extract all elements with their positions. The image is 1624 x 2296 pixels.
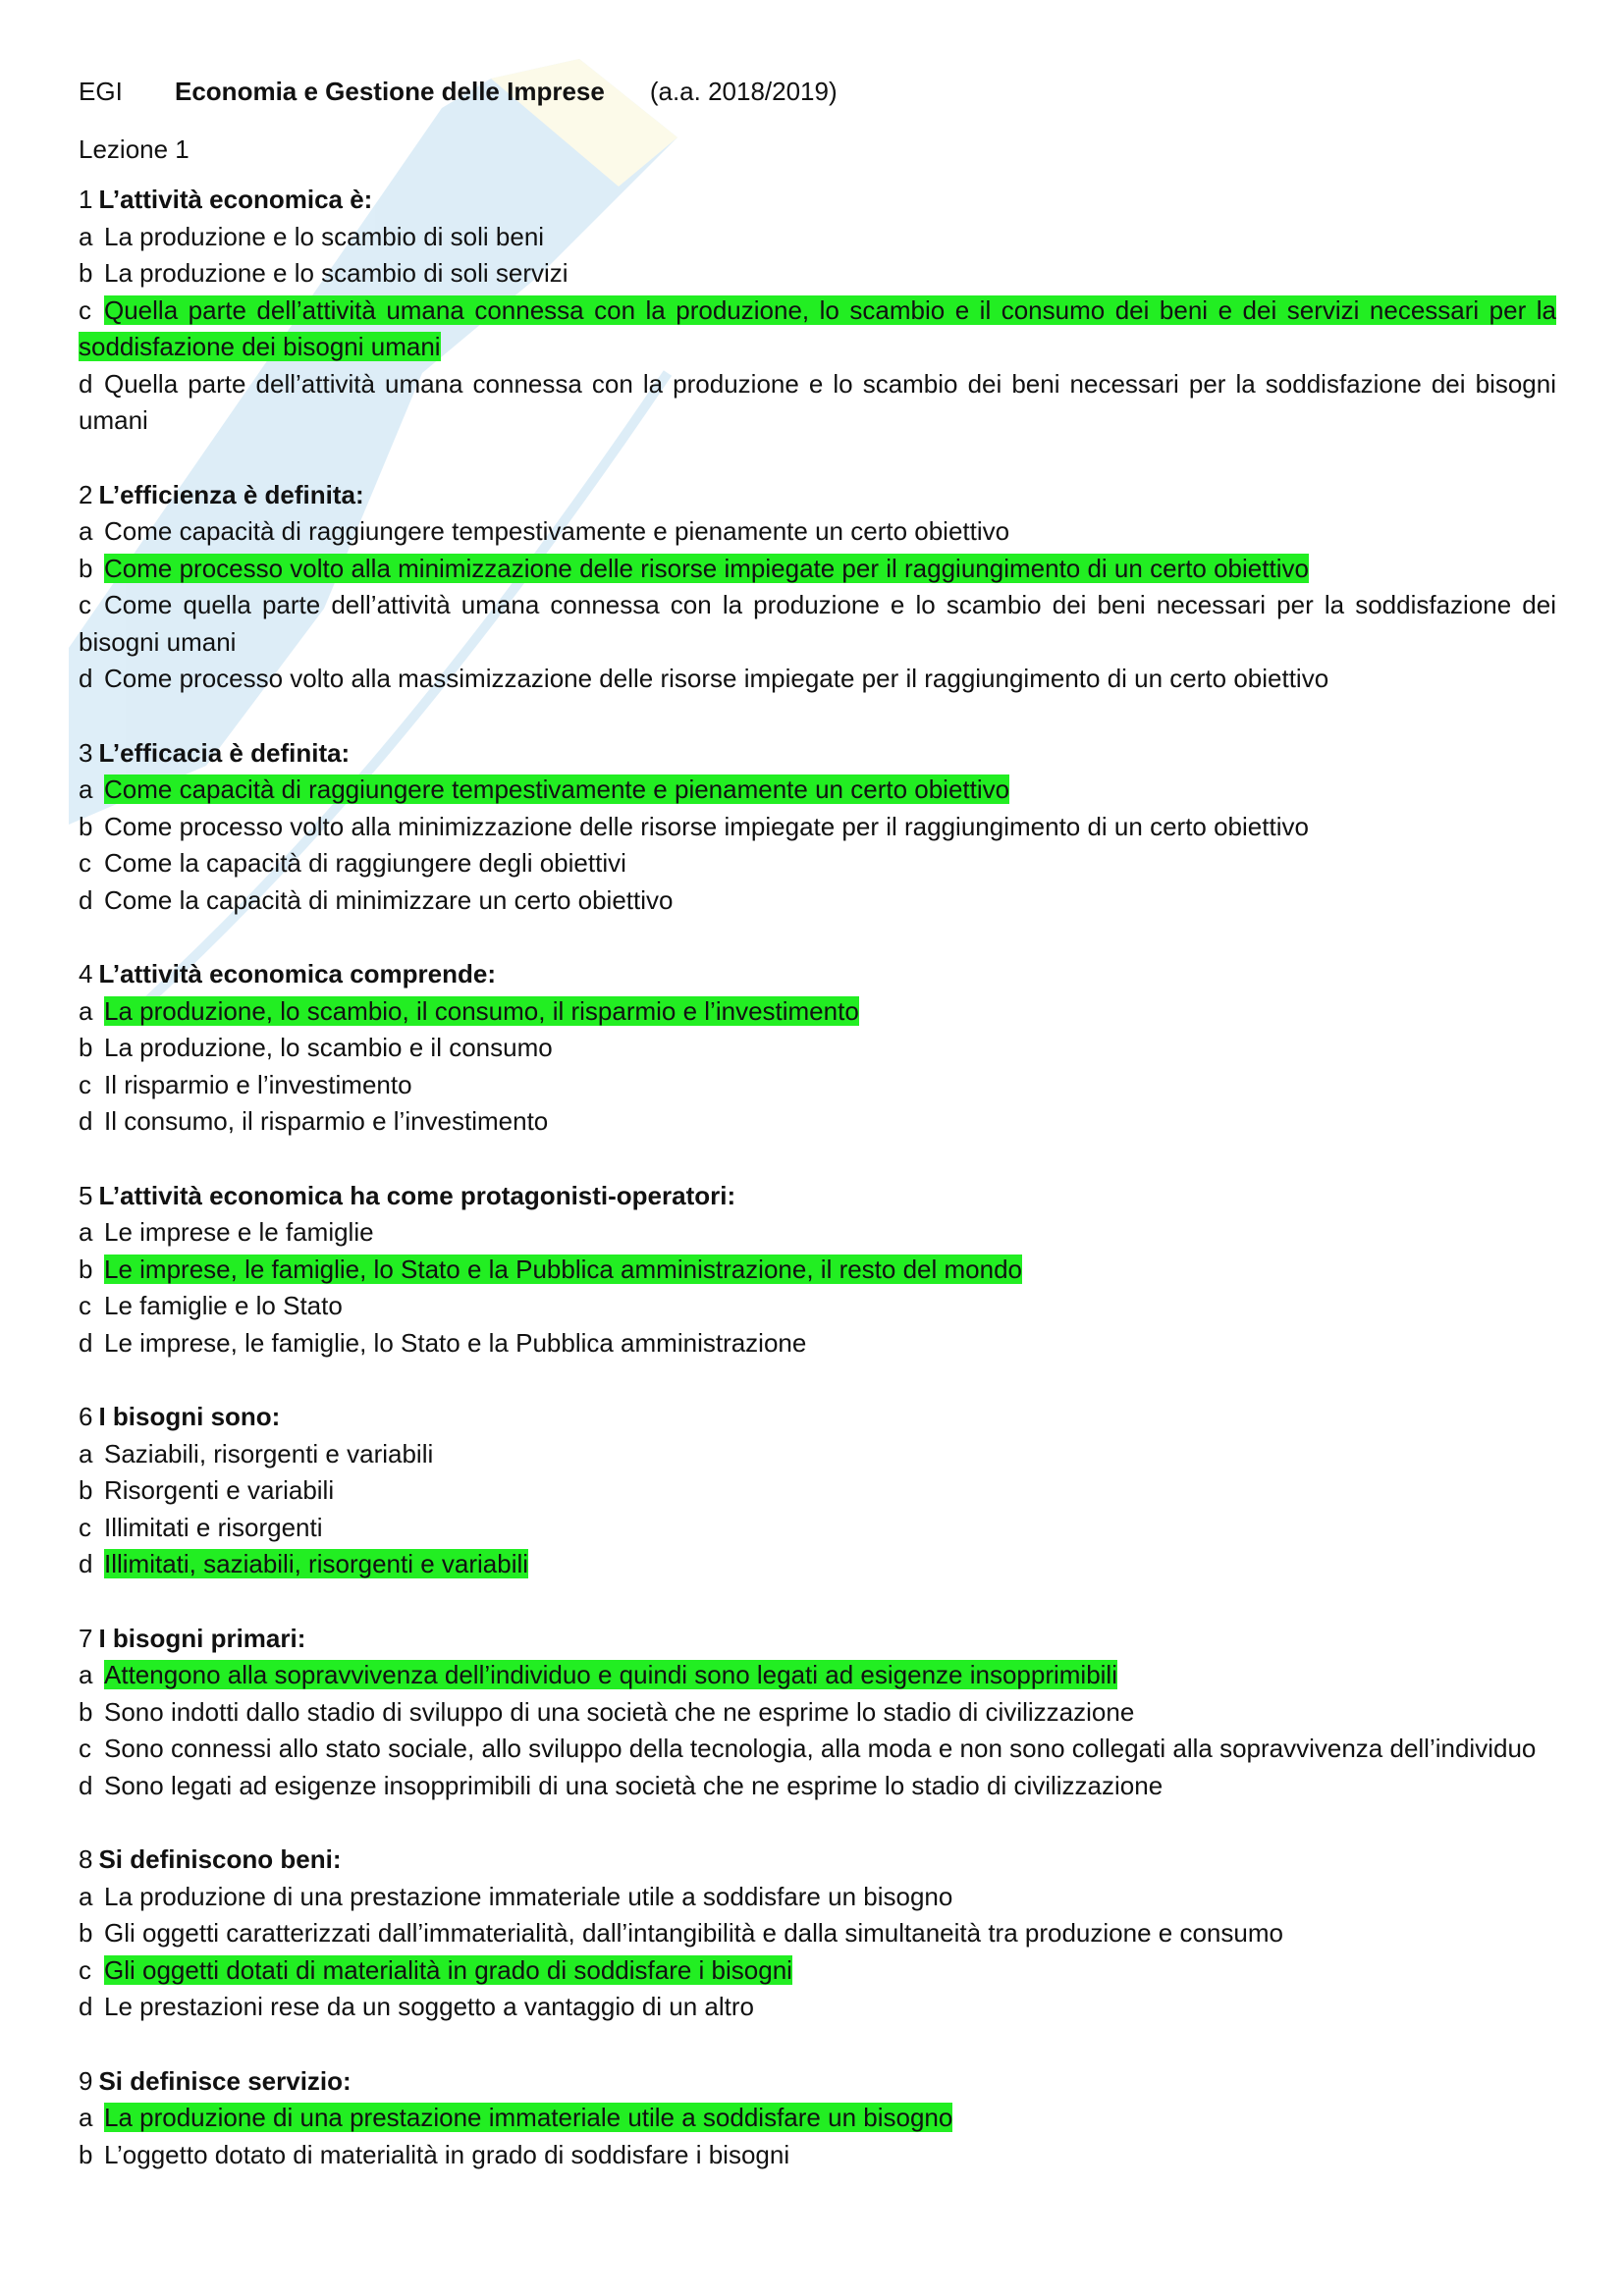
option-text: Quella parte dell’attività umana connessa con la produzione e lo scambio dei beni necessari per la soddisfazione dei bisogni umani — [79, 368, 1556, 435]
answer-option — [79, 1436, 1556, 1473]
option-letter: a — [79, 774, 93, 804]
question-block — [79, 1621, 1556, 1805]
question-block — [79, 735, 1556, 920]
question-title — [79, 182, 1556, 219]
answer-option — [79, 1989, 1556, 2026]
option-letter: c — [79, 294, 91, 325]
option-text: Le famiglie e lo Stato — [104, 1291, 343, 1320]
question-title — [79, 2063, 1556, 2101]
answer-option — [79, 1472, 1556, 1510]
correct-answer-text: Gli oggetti dotati di materialità in grado di soddisfare i bisogni — [104, 1954, 792, 1985]
answer-option — [79, 219, 1556, 256]
question-number: 4 — [79, 959, 93, 988]
option-text: Il risparmio e l’investimento — [104, 1069, 412, 1099]
answer-option — [79, 993, 1556, 1031]
option-letter: d — [79, 664, 93, 693]
option-letter: c — [79, 1291, 91, 1320]
option-text: Gli oggetti caratterizzati dall’immaterialità, dall’intangibilità e dalla simultaneità tra produzione e consumo — [104, 1918, 1283, 1948]
option-letter: c — [79, 1954, 91, 1985]
correct-answer-text: Quella parte dell’attività umana connessa con la produzione, lo scambio e il consumo dei beni e dei servizi necessari per la soddisfazione dei bisogni umani — [79, 294, 1556, 361]
question-title — [79, 477, 1556, 514]
question-title — [79, 1842, 1556, 1879]
question-text: L’efficienza è definita: — [98, 479, 364, 509]
option-letter: c — [79, 1069, 91, 1099]
question-title — [79, 1178, 1556, 1215]
answer-option — [79, 1325, 1556, 1362]
answer-option — [79, 661, 1556, 698]
question-number: 2 — [79, 479, 93, 509]
answer-option — [79, 1214, 1556, 1252]
question-text: I bisogni sono: — [98, 1402, 281, 1431]
question-text: L’efficacia è definita: — [98, 737, 351, 768]
answer-option — [79, 1731, 1556, 1768]
answer-option — [79, 1288, 1556, 1325]
option-letter: a — [79, 1660, 93, 1689]
question-number: 9 — [79, 2065, 93, 2096]
answer-option — [79, 1879, 1556, 1916]
option-letter: c — [79, 848, 91, 878]
correct-answer-text: Come processo volto alla minimizzazione delle risorse impiegate per il raggiungimento di un certo obiettivo — [104, 553, 1309, 583]
question-block — [79, 956, 1556, 1141]
option-letter: a — [79, 221, 93, 251]
option-letter: d — [79, 884, 93, 915]
option-text: La produzione e lo scambio di soli beni — [104, 221, 545, 251]
option-letter: d — [79, 1770, 93, 1800]
answer-option — [79, 1510, 1556, 1547]
answer-option — [79, 1252, 1556, 1289]
answer-option — [79, 1067, 1556, 1104]
question-title — [79, 1621, 1556, 1658]
course-title: Economia e Gestione delle Imprese — [175, 77, 605, 106]
question-text: Si definiscono beni: — [98, 1844, 342, 1874]
option-text: Sono legati ad esigenze insopprimibili di una società che ne esprime lo stadio di civilizzazione — [104, 1770, 1164, 1800]
option-letter: d — [79, 1327, 93, 1358]
option-letter: d — [79, 1106, 93, 1136]
option-letter: c — [79, 590, 91, 619]
option-text: Come quella parte dell’attività umana connessa con la produzione e lo scambio dei beni necessari per la soddisfazione dei bisogni umani — [79, 590, 1556, 657]
option-text: Come la capacità di minimizzare un certo obiettivo — [104, 884, 674, 915]
question-block — [79, 182, 1556, 440]
option-text: Risorgenti e variabili — [104, 1475, 335, 1505]
document-page — [79, 77, 1556, 2173]
answer-option — [79, 2100, 1556, 2137]
correct-answer-text: Illimitati, saziabili, risorgenti e variabili — [104, 1549, 529, 1578]
question-list — [79, 182, 1556, 2173]
option-letter: b — [79, 1696, 93, 1727]
question-number: 3 — [79, 737, 93, 768]
answer-option — [79, 1103, 1556, 1141]
question-title — [79, 1399, 1556, 1436]
option-letter: d — [79, 1549, 93, 1578]
option-letter: a — [79, 1438, 93, 1468]
question-block — [79, 1842, 1556, 2026]
answer-option — [79, 845, 1556, 882]
answer-option — [79, 1030, 1556, 1067]
option-letter: a — [79, 1881, 93, 1911]
course-code: EGI — [79, 77, 123, 106]
option-letter: b — [79, 1475, 93, 1505]
option-letter: b — [79, 1254, 93, 1284]
correct-answer-text: Le imprese, le famiglie, lo Stato e la Pubblica amministrazione, il resto del mondo — [104, 1254, 1023, 1284]
option-letter: b — [79, 2139, 93, 2169]
option-text: Le prestazioni rese da un soggetto a vantaggio di un altro — [104, 1992, 755, 2021]
answer-option — [79, 587, 1556, 661]
option-letter: b — [79, 258, 93, 288]
answer-option — [79, 551, 1556, 588]
question-text: I bisogni primari: — [98, 1623, 306, 1653]
option-text: La produzione, lo scambio e il consumo — [104, 1033, 553, 1062]
answer-option — [79, 1546, 1556, 1583]
question-text: L’attività economica comprende: — [98, 959, 497, 988]
question-block — [79, 1399, 1556, 1583]
correct-answer-text: La produzione di una prestazione immateriale utile a soddisfare un bisogno — [104, 2103, 953, 2132]
question-number: 6 — [79, 1402, 93, 1431]
option-text: Sono indotti dallo stadio di sviluppo di una società che ne esprime lo stadio di civilizzazione — [104, 1696, 1135, 1727]
option-text: La produzione di una prestazione immateriale utile a soddisfare un bisogno — [104, 1881, 953, 1911]
question-title — [79, 956, 1556, 993]
correct-answer-text: Come capacità di raggiungere tempestivamente e pienamente un certo obiettivo — [104, 774, 1010, 804]
option-text: Sono connessi allo stato sociale, allo sviluppo della tecnologia, alla moda e non sono collegati alla sopravvivenza dell’individuo — [104, 1734, 1537, 1763]
option-text: Come processo volto alla massimizzazione delle risorse impiegate per il raggiungimento di un certo obiettivo — [104, 664, 1329, 693]
option-letter: a — [79, 1217, 93, 1247]
option-text: Le imprese, le famiglie, lo Stato e la Pubblica amministrazione — [104, 1327, 807, 1358]
answer-option — [79, 2137, 1556, 2174]
lesson-title: Lezione 1 — [79, 134, 189, 164]
question-number: 1 — [79, 185, 93, 214]
option-text: L’oggetto dotato di materialità in grado di soddisfare i bisogni — [104, 2139, 790, 2169]
question-text: Si definisce servizio: — [98, 2065, 352, 2096]
answer-option — [79, 809, 1556, 846]
answer-option — [79, 1952, 1556, 1990]
option-letter: b — [79, 1033, 93, 1062]
option-letter: b — [79, 1918, 93, 1948]
question-text: L’attività economica ha come protagonisti-operatori: — [98, 1180, 736, 1210]
question-number: 8 — [79, 1844, 93, 1874]
option-letter: d — [79, 368, 93, 399]
option-letter: c — [79, 1734, 91, 1763]
option-text: Illimitati e risorgenti — [104, 1512, 323, 1542]
option-letter: b — [79, 553, 93, 583]
question-block — [79, 477, 1556, 698]
option-text: Come la capacità di raggiungere degli obiettivi — [104, 848, 626, 878]
answer-option — [79, 1768, 1556, 1805]
option-text: Saziabili, risorgenti e variabili — [104, 1438, 434, 1468]
question-number: 7 — [79, 1623, 93, 1653]
option-text: Come capacità di raggiungere tempestivamente e pienamente un certo obiettivo — [104, 516, 1010, 546]
question-block — [79, 2063, 1556, 2174]
question-title — [79, 735, 1556, 773]
answer-option — [79, 366, 1556, 440]
question-number: 5 — [79, 1180, 93, 1210]
answer-option — [79, 1657, 1556, 1694]
option-text: Il consumo, il risparmio e l’investimento — [104, 1106, 549, 1136]
answer-option — [79, 255, 1556, 293]
correct-answer-text: Attengono alla sopravvivenza dell’individuo e quindi sono legati ad esigenze insopprimibili — [104, 1660, 1117, 1689]
option-letter: c — [79, 1512, 91, 1542]
option-letter: a — [79, 516, 93, 546]
answer-option — [79, 1694, 1556, 1732]
question-block — [79, 1178, 1556, 1362]
option-letter: d — [79, 1992, 93, 2021]
answer-option — [79, 772, 1556, 809]
answer-option — [79, 1915, 1556, 1952]
document-header — [79, 77, 1556, 120]
answer-option — [79, 882, 1556, 920]
option-text: Le imprese e le famiglie — [104, 1217, 374, 1247]
option-letter: b — [79, 811, 93, 841]
option-text: La produzione e lo scambio di soli servizi — [104, 258, 568, 288]
option-text: Come processo volto alla minimizzazione delle risorse impiegate per il raggiungimento di un certo obiettivo — [104, 811, 1309, 841]
correct-answer-text: La produzione, lo scambio, il consumo, il risparmio e l’investimento — [104, 995, 859, 1026]
answer-option — [79, 293, 1556, 366]
option-letter: a — [79, 2103, 93, 2132]
question-text: L’attività economica è: — [98, 185, 373, 214]
academic-year: (a.a. 2018/2019) — [649, 77, 838, 106]
answer-option — [79, 513, 1556, 551]
option-letter: a — [79, 995, 93, 1026]
